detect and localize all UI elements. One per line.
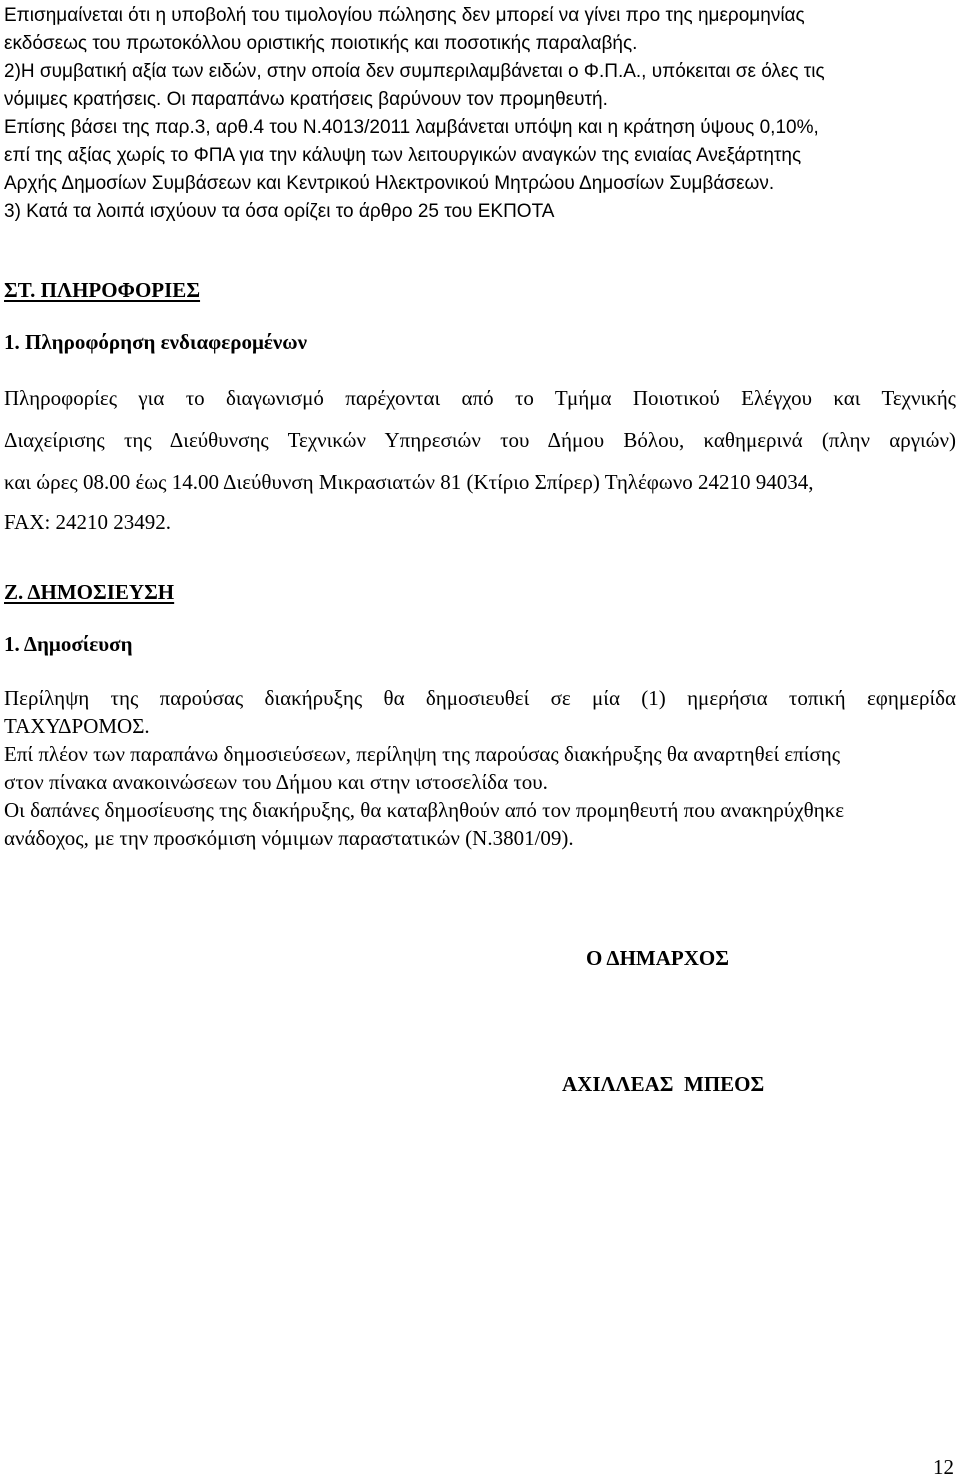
intro-line-6: επί της αξίας χωρίς το ΦΠΑ για την κάλυψη των λειτουργικών αναγκών της ενιαίας Ανεξάρτητης (4, 145, 802, 166)
intro-line-7: Αρχής Δημοσίων Συμβάσεων και Κεντρικού Ηλεκτρονικού Μητρώου Δημοσίων Συμβάσεων. (4, 173, 775, 194)
section-z-line-3: Επί πλέον των παραπάνω δημοσιεύσεων, περίληψη της παρούσας διακήρυξης θα αναρτηθεί επίσης (4, 742, 841, 766)
section-st-subheading: 1. Πληροφόρηση ενδιαφερομένων (4, 330, 307, 354)
intro-line-1: Επισημαίνεται ότι η υποβολή του τιμολογίου πώλησης δεν μπορεί να γίνει προ της ημερομηνίας (4, 5, 805, 26)
section-z-line-2: ΤΑΧΥΔΡΟΜΟΣ. (4, 714, 150, 738)
page-number: 12 (933, 1455, 954, 1479)
intro-line-5: Επίσης βάσει της παρ.3, αρθ.4 του Ν.4013/2011 λαμβάνεται υπόψη και η κράτηση ύψους 0,10%, (4, 117, 819, 138)
section-z-line-1: Περίληψη της παρούσας διακήρυξης θα δημοσιευθεί σε μία (1) ημερήσια τοπική εφημερίδα (4, 686, 956, 710)
section-st-line-2: Διαχείρισης της Διεύθυνσης Τεχνικών Υπηρεσιών του Δήμου Βόλου, καθημερινά (πλην αργιών) (4, 428, 956, 452)
intro-line-8: 3) Κατά τα λοιπά ισχύουν τα όσα ορίζει το άρθρο 25 του ΕΚΠΟΤΑ (4, 201, 555, 222)
section-st-heading: ΣΤ. ΠΛΗΡΟΦΟΡΙΕΣ (4, 278, 201, 302)
section-z-subheading: 1. Δημοσίευση (4, 632, 133, 656)
section-z-line-5: Οι δαπάνες δημοσίευσης της διακήρυξης, θα καταβληθούν από τον προμηθευτή που ανακηρύχθηκε (4, 798, 845, 822)
section-z-line-4: στον πίνακα ανακοινώσεων του Δήμου και στην ιστοσελίδα του. (4, 770, 548, 794)
section-st-line-1: Πληροφορίες για το διαγωνισμό παρέχονται από το Τμήμα Ποιοτικού Ελέγχου και Τεχνικής (4, 386, 956, 410)
section-z-heading: Ζ. ΔΗΜΟΣΙΕΥΣΗ (4, 580, 175, 604)
section-st-line-4: FAX: 24210 23492. (4, 510, 172, 534)
intro-line-4: νόμιμες κρατήσεις. Οι παραπάνω κρατήσεις βαρύνουν τον προμηθευτή. (4, 89, 608, 110)
intro-line-2: εκδόσεως του πρωτοκόλλου οριστικής ποιοτικής και ποσοτικής παραλαβής. (4, 33, 638, 54)
signature-title: Ο ΔΗΜΑΡΧΟΣ (586, 946, 729, 970)
intro-line-3: 2)Η συμβατική αξία των ειδών, στην οποία δεν συμπεριλαμβάνεται ο Φ.Π.Α., υπόκειται σε όλες τις (4, 61, 825, 82)
section-z-line-6: ανάδοχος, με την προσκόμιση νόμιμων παραστατικών (Ν.3801/09). (4, 826, 574, 850)
section-st-line-3: και ώρες 08.00 έως 14.00 Διεύθυνση Μικρασιατών 81 (Κτίριο Σπίρερ) Τηλέφωνο 24210 94034, (4, 470, 814, 494)
signature-name: ΑΧΙΛΛΕΑΣ ΜΠΕΟΣ (562, 1072, 765, 1096)
